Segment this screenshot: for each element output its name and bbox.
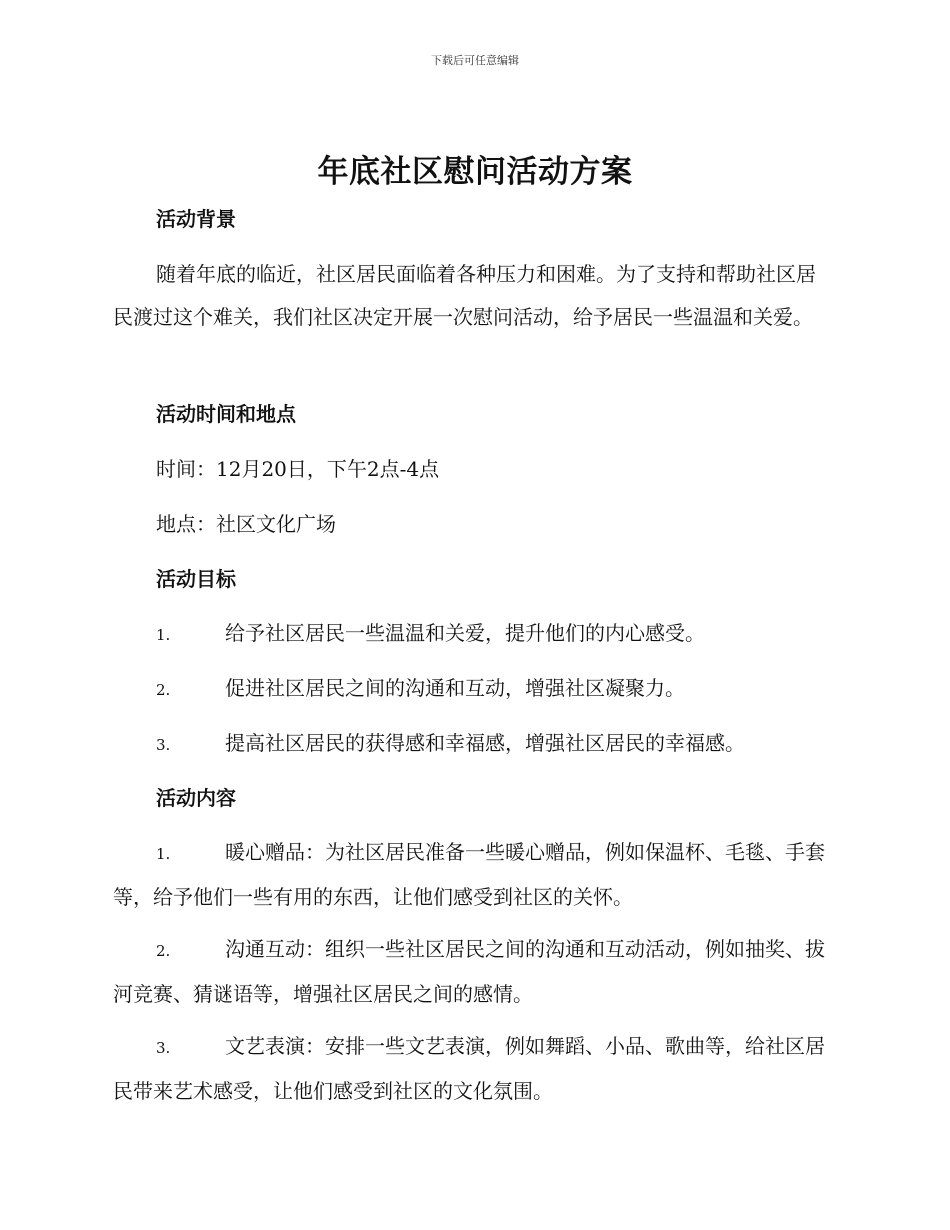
section-heading-goals: 活动目标: [156, 567, 236, 591]
event-place: 地点：社区文化广场: [156, 512, 336, 536]
content-item: [113, 831, 835, 919]
list-text: 提高社区居民的获得感和幸福感，增强社区居民的幸福感。: [225, 731, 745, 755]
list-text: 沟通互动：组织一些社区居民之间的沟通和互动活动，例如抽奖、拔河竞赛、猜谜语等，增强社区居民之间的感情。: [113, 937, 825, 1006]
goal-item: [113, 667, 835, 712]
event-time: 时间：12月20日，下午2点-4点: [156, 457, 440, 481]
list-number: 3.: [156, 736, 171, 754]
goal-item: [113, 722, 835, 767]
list-text: 文艺表演：安排一些文艺表演，例如舞蹈、小品、歌曲等，给社区居民带来艺术感受，让他们感受到社区的文化氛围。: [113, 1034, 825, 1103]
section-heading-content: 活动内容: [156, 786, 236, 810]
page-header-note: 下载后可任意编辑: [431, 54, 519, 67]
list-number: 2.: [156, 942, 171, 960]
document-title: 年底社区慰问活动方案: [317, 154, 633, 190]
list-number: 2.: [156, 681, 171, 699]
list-number: 1.: [156, 845, 171, 863]
content-item: [113, 928, 835, 1016]
goal-item: [113, 612, 835, 657]
list-number: 3.: [156, 1039, 171, 1057]
list-text: 促进社区居民之间的沟通和互动，增强社区凝聚力。: [225, 676, 685, 700]
list-text: 给予社区居民一些温温和关爱，提升他们的内心感受。: [225, 621, 705, 645]
background-paragraph: 随着年底的临近，社区居民面临着各种压力和困难。为了支持和帮助社区居民渡过这个难关，我们社区决定开展一次慰问活动，给予居民一些温温和关爱。: [113, 262, 816, 329]
content-item: [113, 1025, 835, 1113]
section-heading-time-place: 活动时间和地点: [156, 402, 296, 426]
list-number: 1.: [156, 626, 171, 644]
list-text: 暖心赠品：为社区居民准备一些暖心赠品，例如保温杯、毛毯、手套等，给予他们一些有用的东西，让他们感受到社区的关怀。: [113, 840, 825, 909]
section-heading-background: 活动背景: [156, 207, 236, 231]
